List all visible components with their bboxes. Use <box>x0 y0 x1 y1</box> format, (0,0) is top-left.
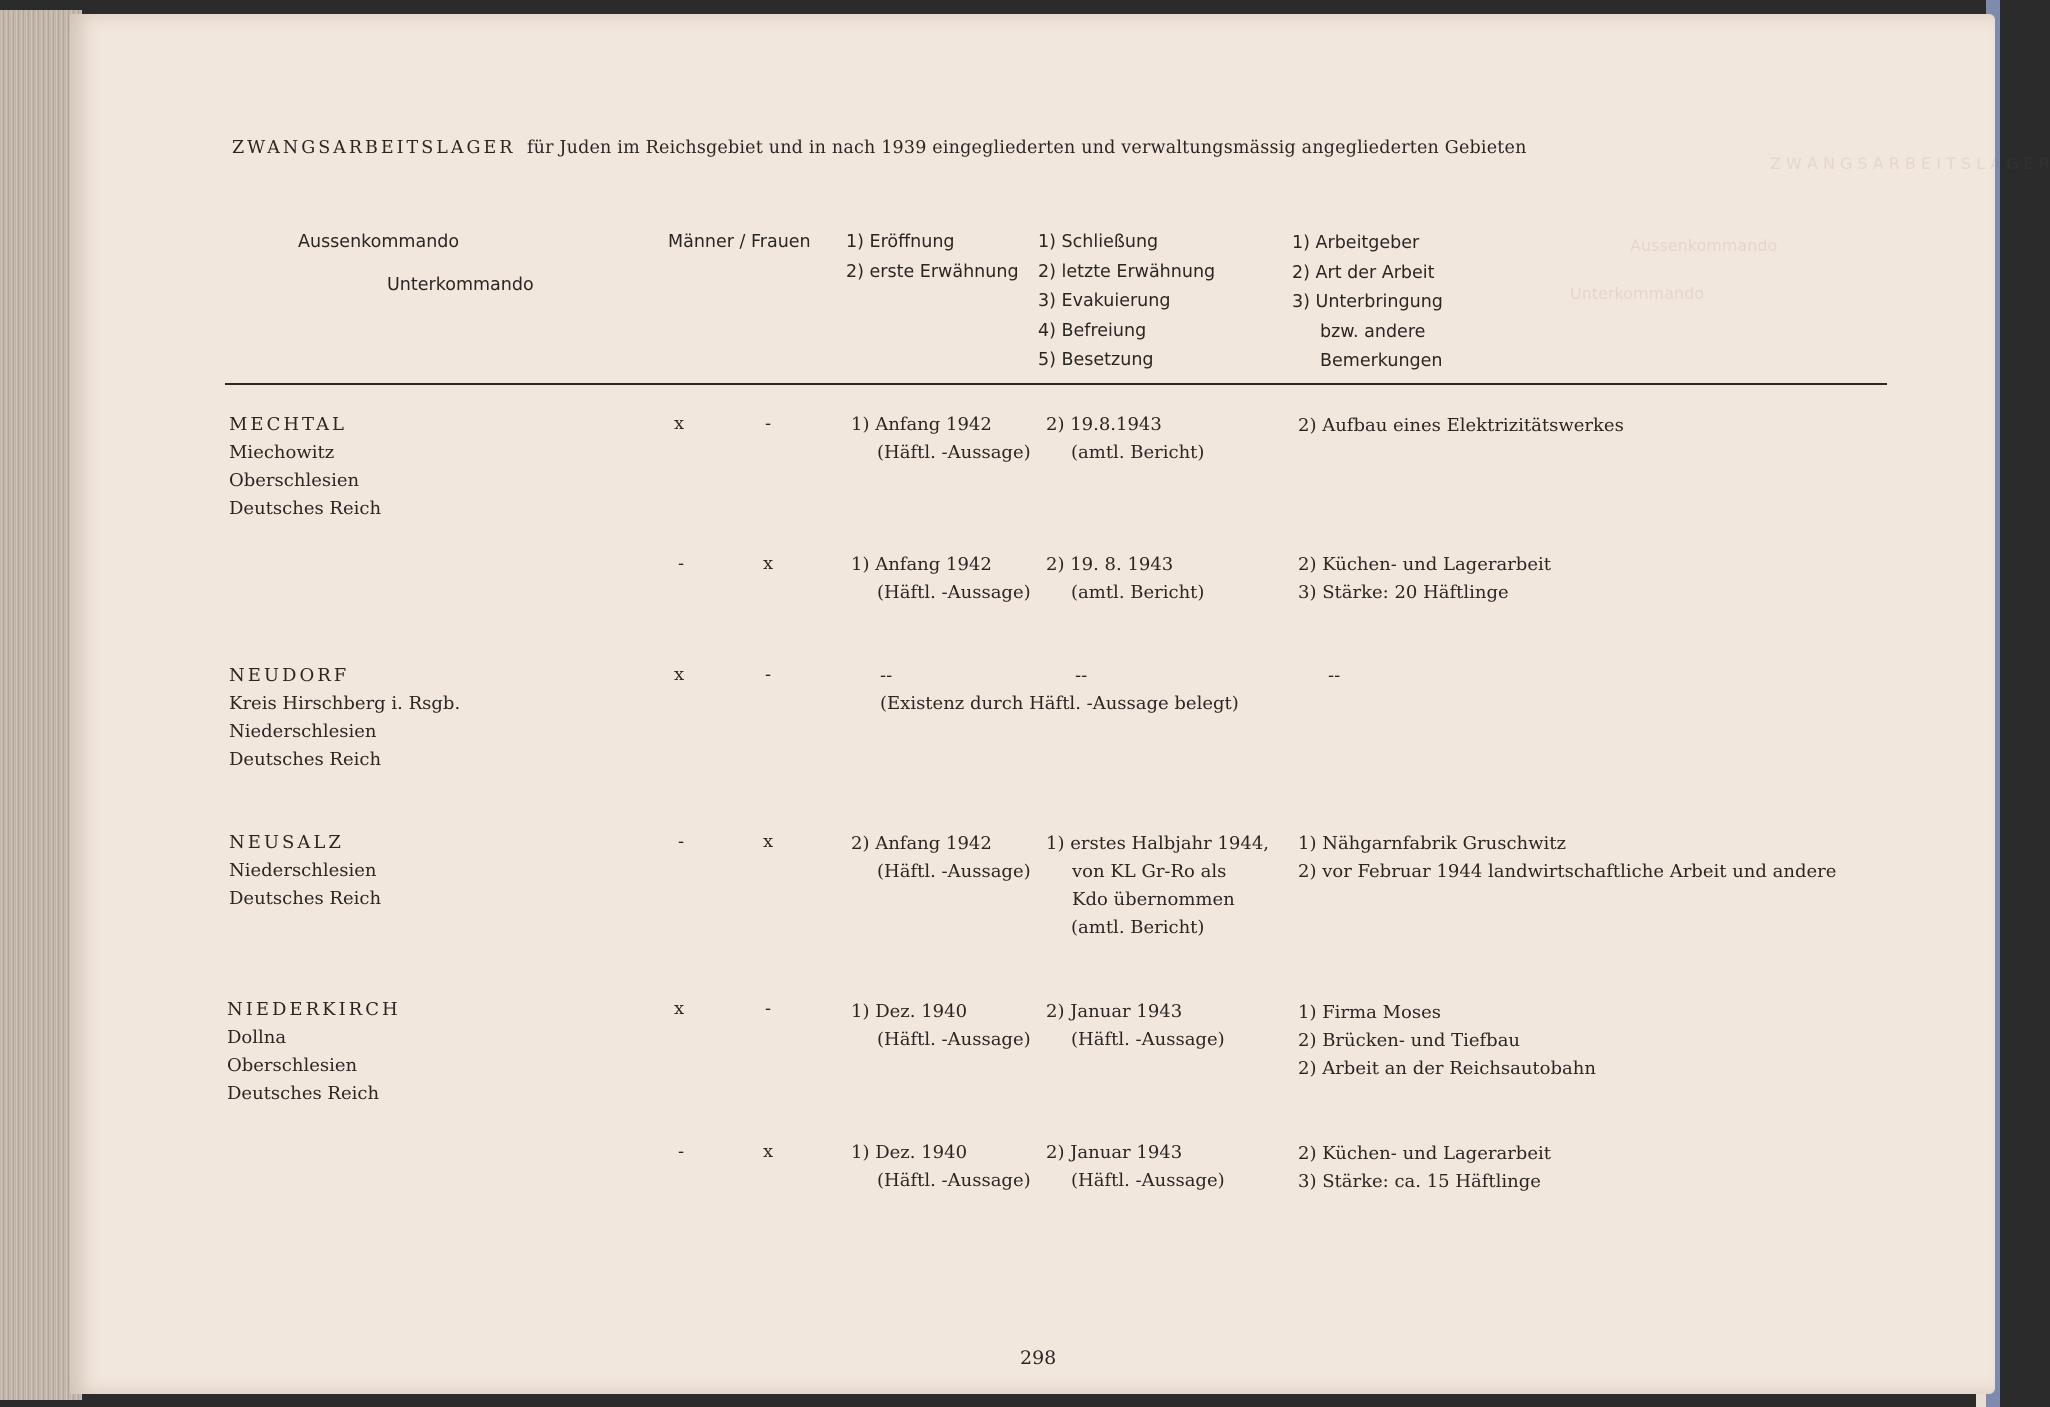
remarks-cell: 2) Aufbau eines Elektrizitätswerkes <box>1298 415 1624 436</box>
men-mark: - <box>678 831 685 852</box>
closing-cell: 2) 19.8.1943 (amtl. Bericht) <box>1046 414 1205 463</box>
header-opening: 1) Eröffnung 2) erste Erwähnung <box>846 232 1019 282</box>
closing-cell: 2) 19. 8. 1943 (amtl. Bericht) <box>1046 554 1205 603</box>
men-mark: x <box>674 998 685 1019</box>
header-rule <box>225 383 1887 385</box>
header-closing: 1) Schließung 2) letzte Erwähnung 3) Evakuierung 4) Befreiung 5) Besetzung <box>1038 232 1216 370</box>
remarks-cell: 1) Nähgarnfabrik Gruschwitz 2) vor Februar 1944 landwirtschaftliche Arbeit und andere <box>1298 833 1837 882</box>
opening-cell: -- (Existenz durch Häftl. -Aussage belegt) <box>880 665 1239 714</box>
bleed-through: Aussenkommando <box>1630 236 1778 255</box>
location-mechtal: MECHTAL Miechowitz Oberschlesien Deutsches Reich <box>229 414 382 519</box>
page-title: ZWANGSARBEITSLAGER für Juden im Reichsgebiet und in nach 1939 eingegliederten und verwaltungsmässig angegliederten Gebieten <box>232 138 1527 158</box>
closing-cell: 1) erstes Halbjahr 1944, von KL Gr-Ro als Kdo übernommen (amtl. Bericht) <box>1046 833 1270 938</box>
men-mark: - <box>678 553 685 574</box>
closing-cell: -- <box>1075 665 1088 686</box>
header-unterkommando: Unterkommando <box>387 275 534 295</box>
women-mark: x <box>763 1141 774 1162</box>
remarks-cell: 2) Küchen- und Lagerarbeit 3) Stärke: 20 Häftlinge <box>1298 554 1551 603</box>
women-mark: - <box>765 998 772 1019</box>
opening-cell: 1) Anfang 1942 (Häftl. -Aussage) <box>851 414 1031 463</box>
page-number: 298 <box>1020 1347 1057 1369</box>
header-maenner-frauen: Männer / Frauen <box>668 232 811 252</box>
women-mark: x <box>763 553 774 574</box>
remarks-cell: 2) Küchen- und Lagerarbeit 3) Stärke: ca. 15 Häftlinge <box>1298 1143 1551 1192</box>
men-mark: x <box>674 413 685 434</box>
location-neudorf: NEUDORF Kreis Hirschberg i. Rsgb. Niederschlesien Deutsches Reich <box>229 665 461 770</box>
women-mark: - <box>765 664 772 685</box>
header-aussenkommando: Aussenkommando <box>298 232 460 252</box>
remarks-cell: 1) Firma Moses 2) Brücken- und Tiefbau 2) Arbeit an der Reichsautobahn <box>1298 1002 1596 1079</box>
location-niederkirch: NIEDERKIRCH Dollna Oberschlesien Deutsches Reich <box>227 999 401 1104</box>
men-mark: - <box>678 1141 685 1162</box>
opening-cell: 1) Anfang 1942 (Häftl. -Aussage) <box>851 554 1031 603</box>
opening-cell: 1) Dez. 1940 (Häftl. -Aussage) <box>851 1001 1031 1050</box>
men-mark: x <box>674 664 685 685</box>
closing-cell: 2) Januar 1943 (Häftl. -Aussage) <box>1046 1142 1225 1191</box>
bleed-through: Z W A N G S A R B E I T S L A G E R <box>1770 154 2050 173</box>
bleed-through: Unterkommando <box>1570 284 1705 303</box>
opening-cell: 2) Anfang 1942 (Häftl. -Aussage) <box>851 833 1031 882</box>
remarks-cell: -- <box>1328 665 1341 686</box>
location-neusalz: NEUSALZ Niederschlesien Deutsches Reich <box>229 832 382 909</box>
women-mark: x <box>763 831 774 852</box>
women-mark: - <box>765 413 772 434</box>
opening-cell: 1) Dez. 1940 (Häftl. -Aussage) <box>851 1142 1031 1191</box>
header-employer: 1) Arbeitgeber 2) Art der Arbeit 3) Unterbringung bzw. andere Bemerkungen <box>1292 233 1443 371</box>
closing-cell: 2) Januar 1943 (Häftl. -Aussage) <box>1046 1001 1225 1050</box>
